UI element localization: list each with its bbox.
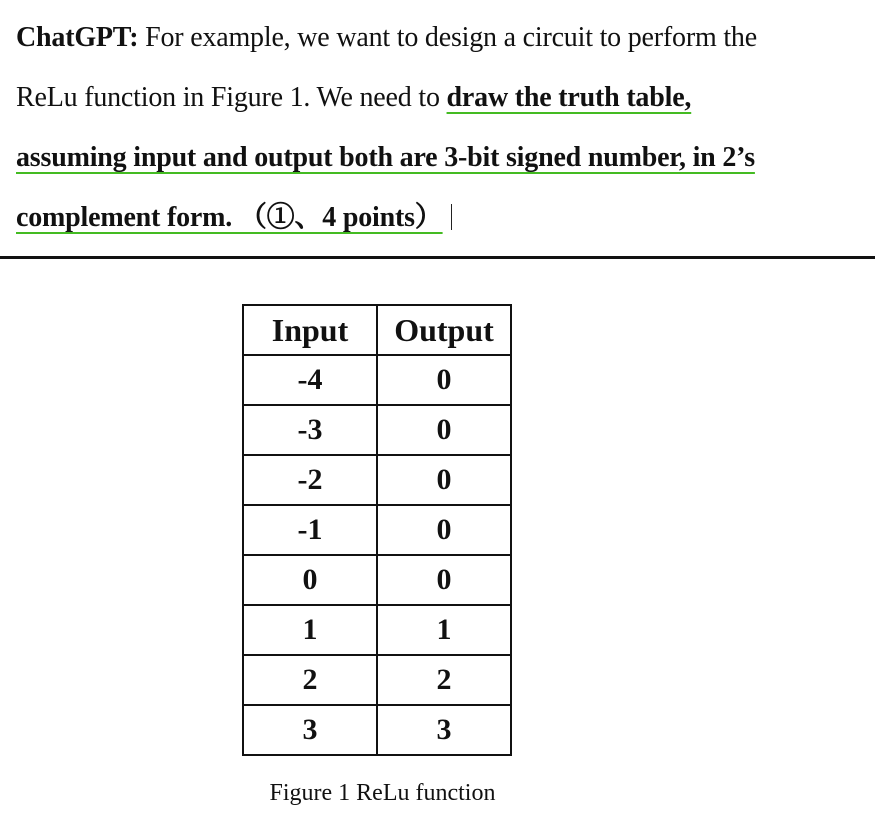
- input-cell: 3: [243, 705, 377, 755]
- horizontal-divider: [0, 256, 875, 259]
- input-cell: -4: [243, 355, 377, 405]
- message-text: ReLu function in Figure 1. We need to: [16, 82, 447, 113]
- chat-message: [16, 8, 866, 248]
- emphasized-text: assuming input and output both are 3-bit signed number, in 2’s: [16, 142, 755, 173]
- table-row: [243, 705, 511, 755]
- input-cell: 2: [243, 655, 377, 705]
- output-cell: 0: [377, 355, 511, 405]
- message-line-2: [16, 68, 866, 128]
- message-line-1: [16, 8, 866, 68]
- truth-table: [242, 304, 512, 756]
- output-cell: 2: [377, 655, 511, 705]
- message-line-4: [16, 188, 866, 248]
- output-cell: 0: [377, 405, 511, 455]
- input-cell: -2: [243, 455, 377, 505]
- input-cell: -3: [243, 405, 377, 455]
- table-row: [243, 605, 511, 655]
- input-cell: 0: [243, 555, 377, 605]
- output-cell: 3: [377, 705, 511, 755]
- output-cell: 1: [377, 605, 511, 655]
- output-cell: 0: [377, 455, 511, 505]
- input-cell: -1: [243, 505, 377, 555]
- table-row: [243, 455, 511, 505]
- emphasized-text: complement form. （①、4 points）: [16, 202, 443, 233]
- emphasized-text: draw the truth table,: [446, 82, 692, 113]
- table-row: [243, 655, 511, 705]
- table-row: [243, 405, 511, 455]
- message-line-3: [16, 128, 866, 188]
- table-row: [243, 555, 511, 605]
- input-cell: 1: [243, 605, 377, 655]
- message-text: For example, we want to design a circuit to perform the: [138, 22, 757, 53]
- speaker-label: ChatGPT:: [16, 22, 139, 53]
- column-header-input: Input: [243, 305, 377, 355]
- output-cell: 0: [377, 555, 511, 605]
- figure-caption: Figure 1 ReLu function: [269, 780, 496, 806]
- column-header-output: Output: [377, 305, 511, 355]
- table-row: [243, 505, 511, 555]
- table-header-row: [243, 305, 511, 355]
- output-cell: 0: [377, 505, 511, 555]
- table-row: [243, 355, 511, 405]
- text-cursor: [451, 204, 452, 230]
